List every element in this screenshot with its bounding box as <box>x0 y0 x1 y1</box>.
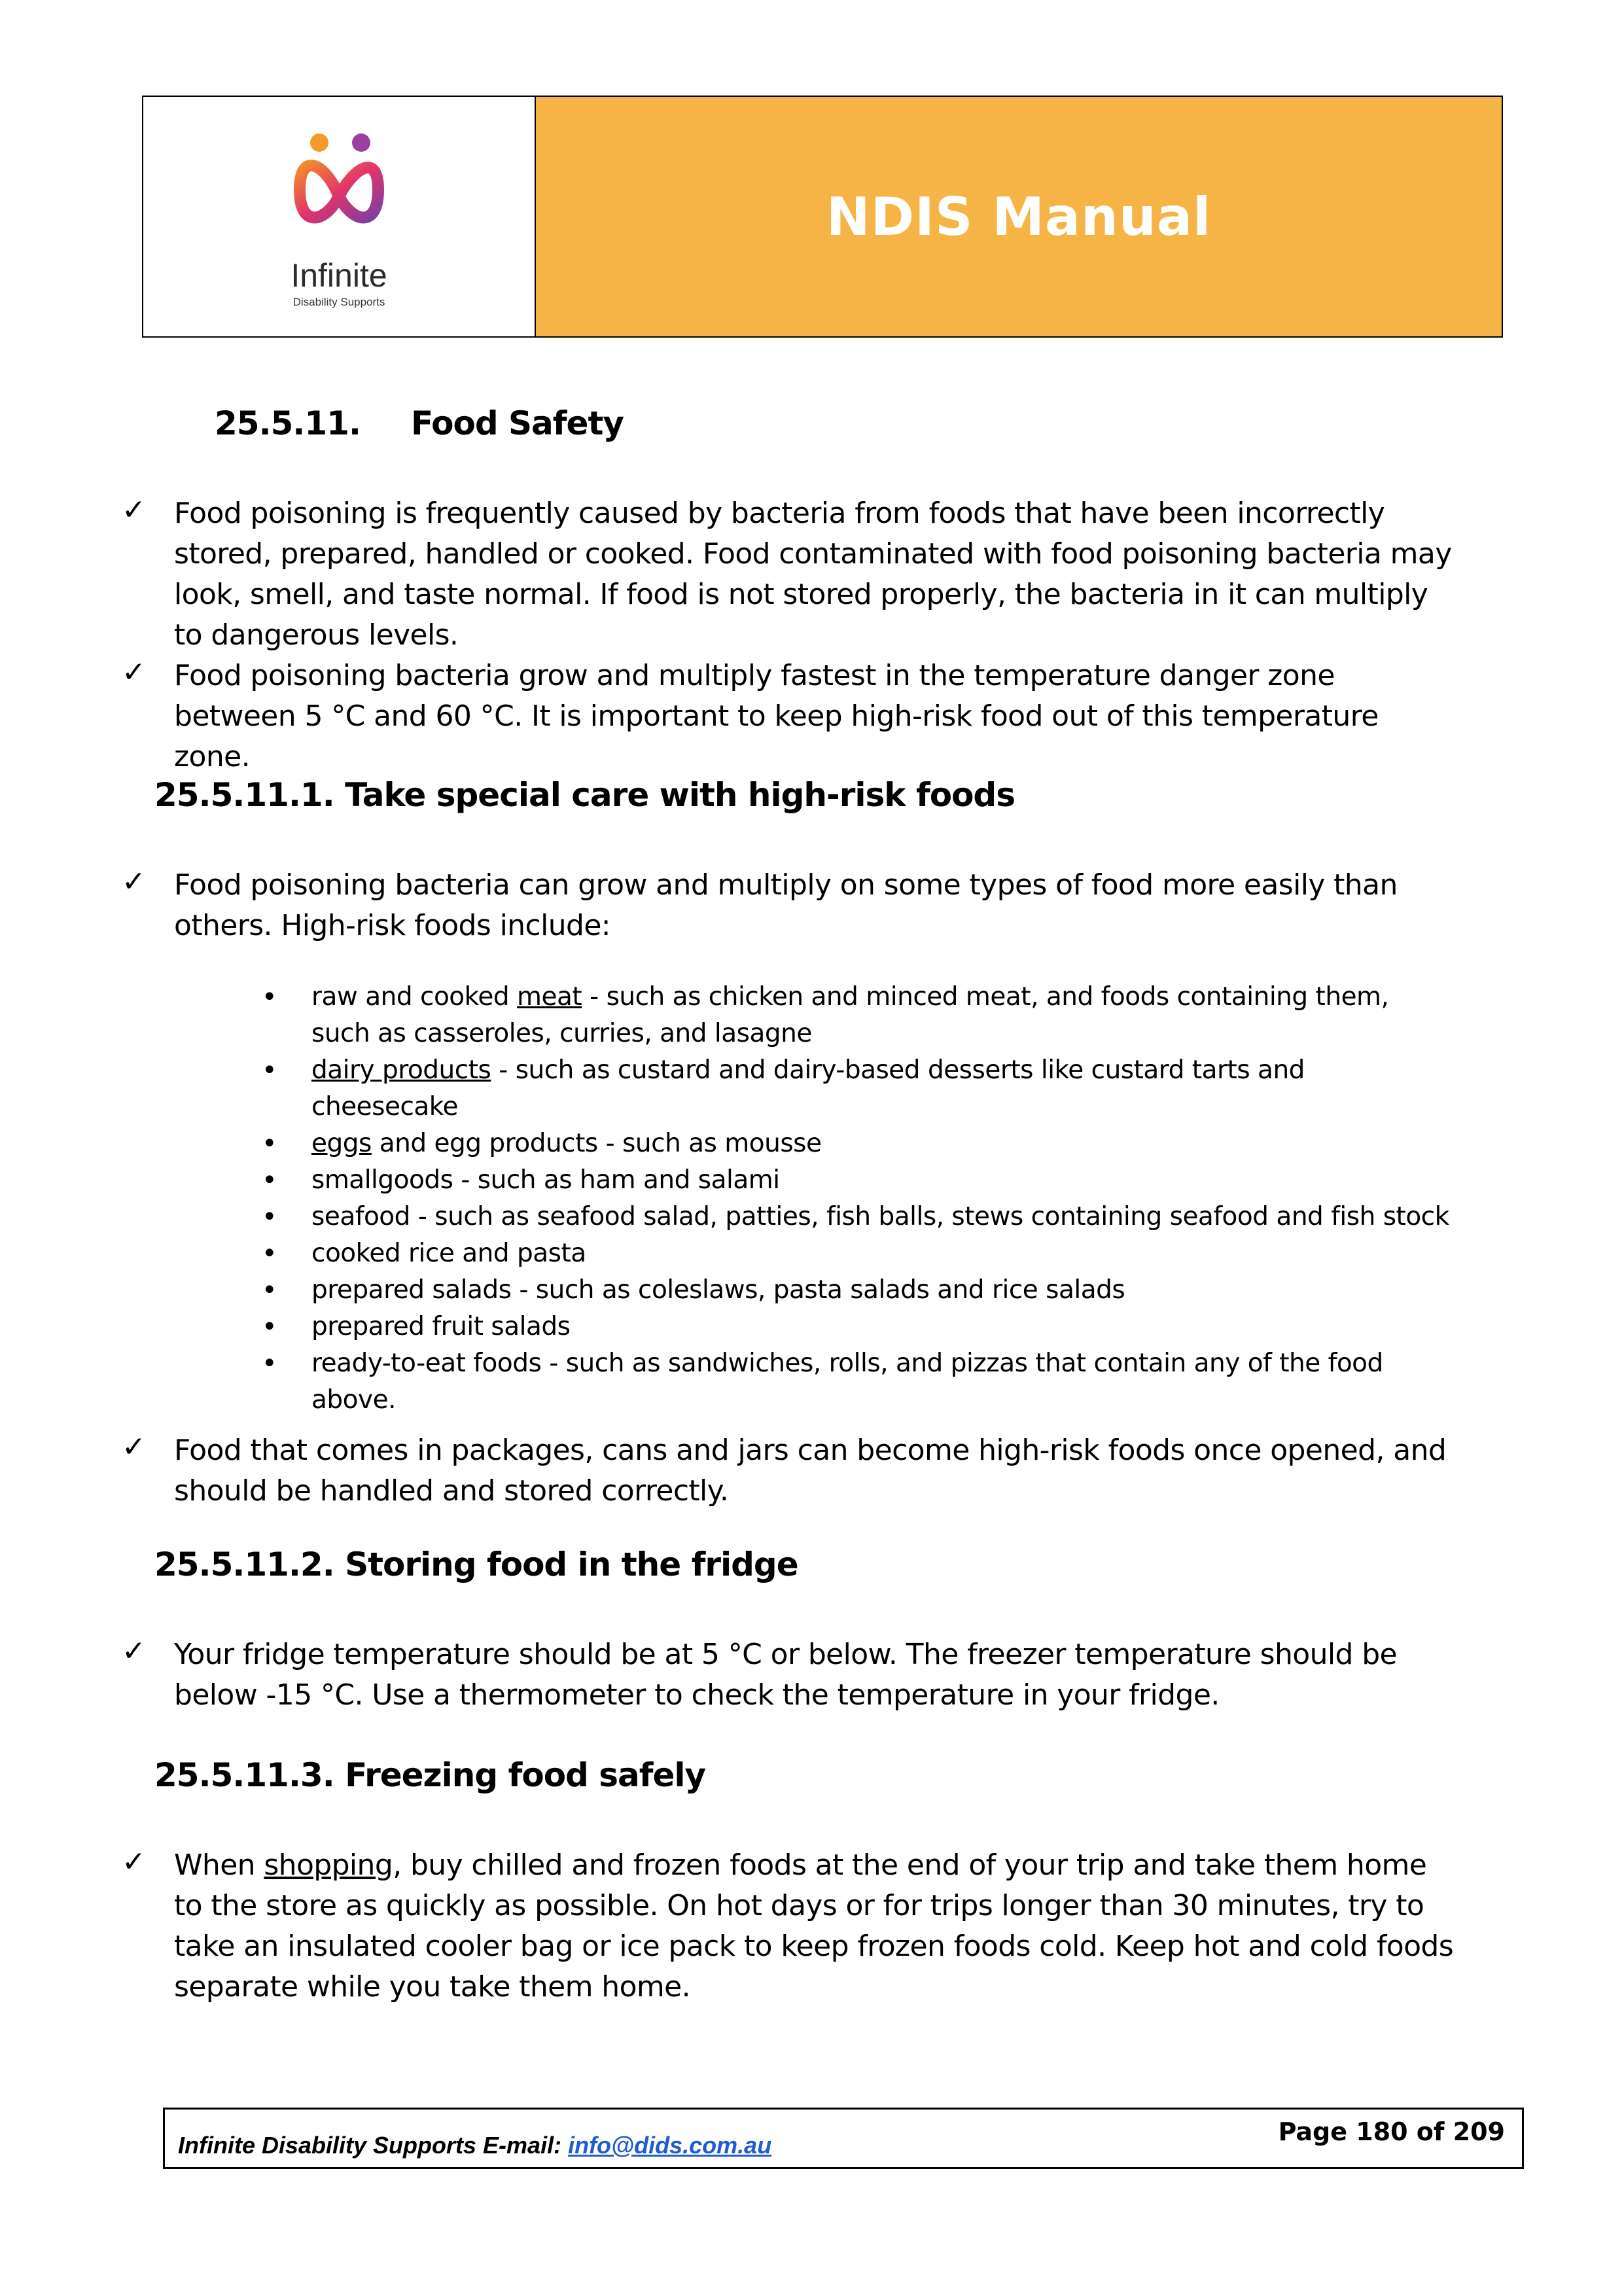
list-item: • prepared salads - such as coleslaws, pasta salads and rice salads <box>262 1272 1453 1309</box>
infinite-logo-icon <box>274 124 404 255</box>
logo <box>143 97 536 336</box>
section-title: Food Safety <box>411 404 624 442</box>
section-number: 25.5.11. <box>215 404 361 442</box>
logo-tagline: Disability Supports <box>292 296 385 308</box>
checkmark-icon: ✓ <box>122 493 146 527</box>
email-link[interactable]: info@dids.com.au <box>568 2132 772 2159</box>
meat-link[interactable]: meat <box>517 982 582 1012</box>
list-item-text: raw and cooked <box>311 982 518 1012</box>
list-item <box>262 1125 1453 1162</box>
footer-contact <box>178 2132 771 2159</box>
list-item-text: - such as chicken and minced meat, and foods containing them, such as casseroles, curries, and lasagne <box>311 982 1389 1048</box>
list-item <box>262 1052 1453 1125</box>
subsection-heading-freezing: 25.5.11.3. Freezing food safely <box>154 1756 706 1794</box>
list-item <box>262 979 1453 1052</box>
logo-wordmark: Infinite <box>291 257 387 294</box>
page-header <box>142 96 1503 338</box>
page-footer <box>163 2108 1524 2169</box>
eggs-link[interactable]: eggs <box>311 1129 372 1158</box>
checkmark-icon: ✓ <box>122 1634 146 1668</box>
check-item <box>122 656 1456 777</box>
check-item <box>122 1430 1456 1511</box>
page-number: Page 180 of 209 <box>1278 2117 1505 2146</box>
subsection-heading-fridge: 25.5.11.2. Storing food in the fridge <box>154 1545 798 1583</box>
check-text: Food poisoning bacteria grow and multiply fastest in the temperature danger zone between 5 °C and 60 °C. It is important to keep high-risk food out of this temperature zone. <box>174 659 1379 773</box>
document-title: NDIS Manual <box>826 186 1212 247</box>
shopping-link[interactable]: shopping <box>264 1848 393 1882</box>
check-text: Food that comes in packages, cans and jars can become high-risk foods once opened, and should be handled and stored correctly. <box>174 1434 1447 1508</box>
check-text-part: When <box>174 1848 264 1882</box>
check-item <box>122 1845 1456 2007</box>
check-text: Your fridge temperature should be at 5 °C or below. The freezer temperature should be below -15 °C. Use a thermometer to check the temperature in your fridge. <box>174 1638 1398 1712</box>
check-text: Food poisoning bacteria can grow and multiply on some types of food more easily than others. High-risk foods include: <box>174 868 1398 942</box>
list-item: • prepared fruit salads <box>262 1309 1453 1345</box>
check-text <box>174 1845 1456 2007</box>
checkmark-icon: ✓ <box>122 656 146 689</box>
checkmark-icon: ✓ <box>122 865 146 898</box>
list-item: • cooked rice and pasta <box>262 1235 1453 1272</box>
checkmark-icon: ✓ <box>122 1430 146 1464</box>
subsection-heading-high-risk: 25.5.11.1. Take special care with high-risk foods <box>154 776 1015 814</box>
check-text: Food poisoning is frequently caused by bacteria from foods that have been incorrectly stored, prepared, handled or cooked. Food contaminated with food poisoning bacteria may look, smell, and taste normal. If food is not stored properly, the bacteria in it can multiply to dangerous levels. <box>174 497 1452 652</box>
list-item-text: - such as custard and dairy-based desserts like custard tarts and cheesecake <box>311 1055 1305 1122</box>
list-item: • seafood - such as seafood salad, patties, fish balls, stews containing seafood and fish stock <box>262 1199 1453 1235</box>
high-risk-foods-list <box>262 979 1453 1419</box>
check-text-part: , buy chilled and frozen foods at the end of your trip and take them home to the store as quickly as possible. On hot days or for trips longer than 30 minutes, try to take an insulated cooler bag or ice pack to keep frozen foods cold. Keep hot and cold foods separate while you take them home. <box>174 1848 1454 2004</box>
checkmark-icon: ✓ <box>122 1845 146 1879</box>
check-item <box>122 1634 1456 1716</box>
check-item <box>122 865 1456 946</box>
list-item-text: and egg products - such as mousse <box>371 1129 822 1158</box>
section-heading <box>215 404 624 442</box>
dairy-products-link[interactable]: dairy products <box>311 1055 491 1085</box>
list-item: • ready-to-eat foods - such as sandwiches, rolls, and pizzas that contain any of the food above. <box>262 1345 1453 1419</box>
check-item <box>122 493 1456 656</box>
footer-label: Infinite Disability Supports E-mail: <box>178 2132 562 2159</box>
header-title-cell <box>536 97 1502 336</box>
list-item: • smallgoods - such as ham and salami <box>262 1162 1453 1199</box>
